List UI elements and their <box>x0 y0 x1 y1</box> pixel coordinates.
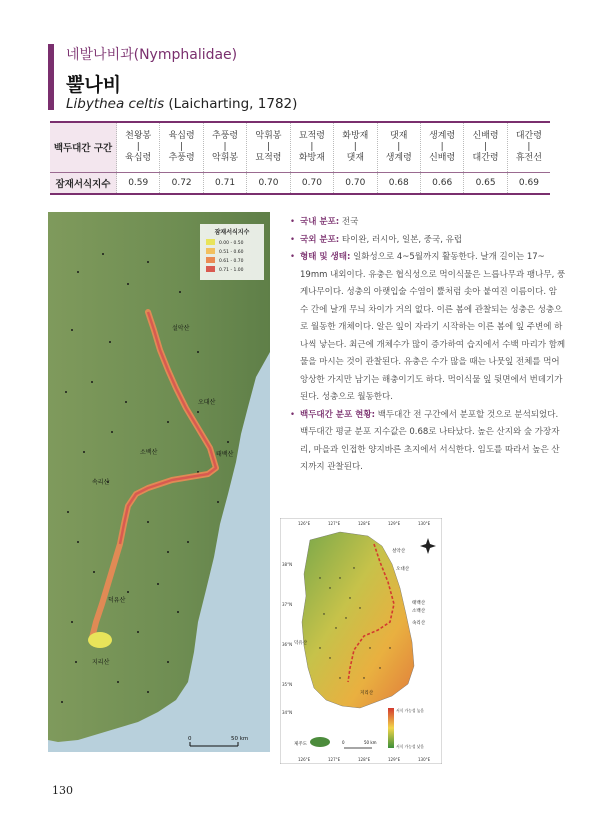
segment-cell: 댓재 | 생계령 <box>377 122 420 172</box>
legend-low: 서식 가능성 낮음 <box>396 744 425 749</box>
segment-cell: 대간령 | 휴전선 <box>507 122 550 172</box>
index-cell: 0.65 <box>464 172 507 194</box>
ov-label-sobaeksan: 소백산 <box>412 609 426 614</box>
page-number: 130 <box>52 784 73 797</box>
segment-cell: 신배령 | 대간령 <box>464 122 507 172</box>
label-seoraksan: 설악산 <box>172 325 190 332</box>
index-cell: 0.72 <box>160 172 203 194</box>
segment-cell: 악휘봉 | 묘적령 <box>247 122 290 172</box>
segment-row <box>50 122 550 172</box>
legend-high: 서식 가능성 높음 <box>396 708 425 713</box>
index-cell: 0.70 <box>334 172 377 194</box>
svg-text:50 km: 50 km <box>364 740 377 745</box>
svg-text:127°E: 127°E <box>328 757 341 762</box>
jirisan-area <box>88 632 112 648</box>
svg-text:37°N: 37°N <box>282 602 293 607</box>
svg-text:126°E: 126°E <box>298 521 311 526</box>
svg-text:35°N: 35°N <box>282 682 293 687</box>
index-row-label: 잠재서식지수 <box>50 172 117 194</box>
segment-cell: 육십령 | 추풍령 <box>160 122 203 172</box>
legend-item-3: 0.61 - 0.70 <box>219 259 244 264</box>
svg-text:130°E: 130°E <box>418 757 431 762</box>
label-jirisan: 지리산 <box>92 659 110 666</box>
legend-swatch-1 <box>206 239 215 245</box>
scientific-name <box>66 96 297 112</box>
jeju-label: 제주도 <box>294 742 308 747</box>
svg-text:126°E: 126°E <box>298 757 311 762</box>
scale-end: 50 km <box>231 736 249 742</box>
label-deogyusan: 덕유산 <box>108 597 126 604</box>
korea-overview-map <box>280 518 442 764</box>
map-legend <box>200 224 264 280</box>
index-cell: 0.70 <box>290 172 333 194</box>
index-cell: 0.69 <box>507 172 550 194</box>
legend-item-4: 0.71 - 1.00 <box>219 268 244 273</box>
foreign-distribution: • 국외 분포: 타이완, 러시아, 일본, 중국, 유럽 <box>290 232 574 250</box>
ov-label-deogyusan: 덕유산 <box>294 641 308 646</box>
index-cell: 0.71 <box>203 172 246 194</box>
legend-swatch-2 <box>206 248 215 254</box>
svg-text:0: 0 <box>342 740 345 745</box>
index-row <box>50 172 550 194</box>
svg-text:128°E: 128°E <box>358 521 371 526</box>
legend-swatch-4 <box>206 266 215 272</box>
jeju-island <box>310 737 330 747</box>
segment-cell: 묘적령 | 화방재 <box>290 122 333 172</box>
scientific-author: (Laicharting, 1782) <box>164 96 298 112</box>
legend-swatch-3 <box>206 257 215 263</box>
svg-text:127°E: 127°E <box>328 521 341 526</box>
segment-cell: 추풍령 | 악휘봉 <box>203 122 246 172</box>
label-taebaeksan: 태백산 <box>216 451 234 458</box>
svg-text:34°N: 34°N <box>282 710 293 715</box>
species-title: 뿔나비 <box>66 74 122 96</box>
segment-table <box>50 121 550 195</box>
svg-text:130°E: 130°E <box>418 521 431 526</box>
ov-label-taebaeksan: 태백산 <box>412 601 426 606</box>
morphology-ecology: • 형태 및 생태: 일화성으로 4~5월까지 활동한다. 날개 길이는 17~ 19mm 내외이다. 유충은 협식성으로 먹이식물은 느릅나무과 팽나무, 풍 게나무이다. 성충의 아랫입술 수염이 뿔처럼 솟아 붙여진 이름이다. 암 수 간에 날개 무늬 차이가 거의 없다. 이른 봄에 관찰되는 성충은 성충으 로 월동한 개체이다. 알은 잎이 자라기 시작하는 이른 봄에 잎 주변에 하 나씩 낳는다. 최근에 개체수가 많이 증가하여 습지에서 수백 마리가 함께 물을 마시는 것이 관찰된다. 유충은 수가 많을 때는 나뭇잎 전체를 먹어 앙상한 가지만 남기는 해충이기도 하다. 먹이식물 잎 뒷면에서 번데기가 된다. 성충으로 월동한다. <box>290 249 574 407</box>
ov-label-seoraksan: 설악산 <box>392 549 406 554</box>
svg-text:128°E: 128°E <box>358 757 371 762</box>
species-description <box>290 214 574 477</box>
family-name: 네발나비과(Nymphalidae) <box>66 47 238 63</box>
index-cell: 0.59 <box>117 172 160 194</box>
svg-text:129°E: 129°E <box>388 521 401 526</box>
svg-text:36°N: 36°N <box>282 642 293 647</box>
habitat-map <box>48 212 270 752</box>
svg-text:38°N: 38°N <box>282 562 293 567</box>
index-cell: 0.66 <box>420 172 463 194</box>
legend-item-1: 0.00 - 0.50 <box>219 241 244 246</box>
label-sobaeksan: 소백산 <box>140 449 158 456</box>
overview-legend-ramp <box>388 708 394 748</box>
legend-item-2: 0.51 - 0.60 <box>219 250 244 255</box>
scale-zero: 0 <box>188 736 192 742</box>
svg-text:129°E: 129°E <box>388 757 401 762</box>
label-odaesan: 오대산 <box>198 399 216 406</box>
title-accent-bar <box>48 44 54 110</box>
legend-title: 잠재서식지수 <box>214 229 250 236</box>
segment-cell: 천왕봉 | 육십령 <box>117 122 160 172</box>
index-cell: 0.70 <box>247 172 290 194</box>
domestic-distribution: • 국내 분포: 전국 <box>290 214 574 232</box>
segment-row-label: 백두대간 구간 <box>50 122 117 172</box>
index-cell: 0.68 <box>377 172 420 194</box>
segment-cell: 생계령 | 신배령 <box>420 122 463 172</box>
ov-label-jirisan: 지리산 <box>360 691 374 696</box>
scientific-binomial: Libythea celtis <box>66 96 165 112</box>
ov-label-songnisan: 속리산 <box>412 621 426 626</box>
baekdudaegan-status: • 백두대간 분포 현황: 백두대간 전 구간에서 분포할 것으로 분석되었다. 백두대간 평균 분포 지수값은 0.68로 나타났다. 높은 산지와 숲 가장자 리, 마을과 인접한 양지바른 초지에서 서식한다. 임도를 따라서 높은 산 지까지 관찰된다. <box>290 407 574 477</box>
segment-cell: 화방재 | 댓재 <box>334 122 377 172</box>
label-songnisan: 속리산 <box>92 479 110 486</box>
ov-label-odaesan: 오대산 <box>396 567 410 572</box>
